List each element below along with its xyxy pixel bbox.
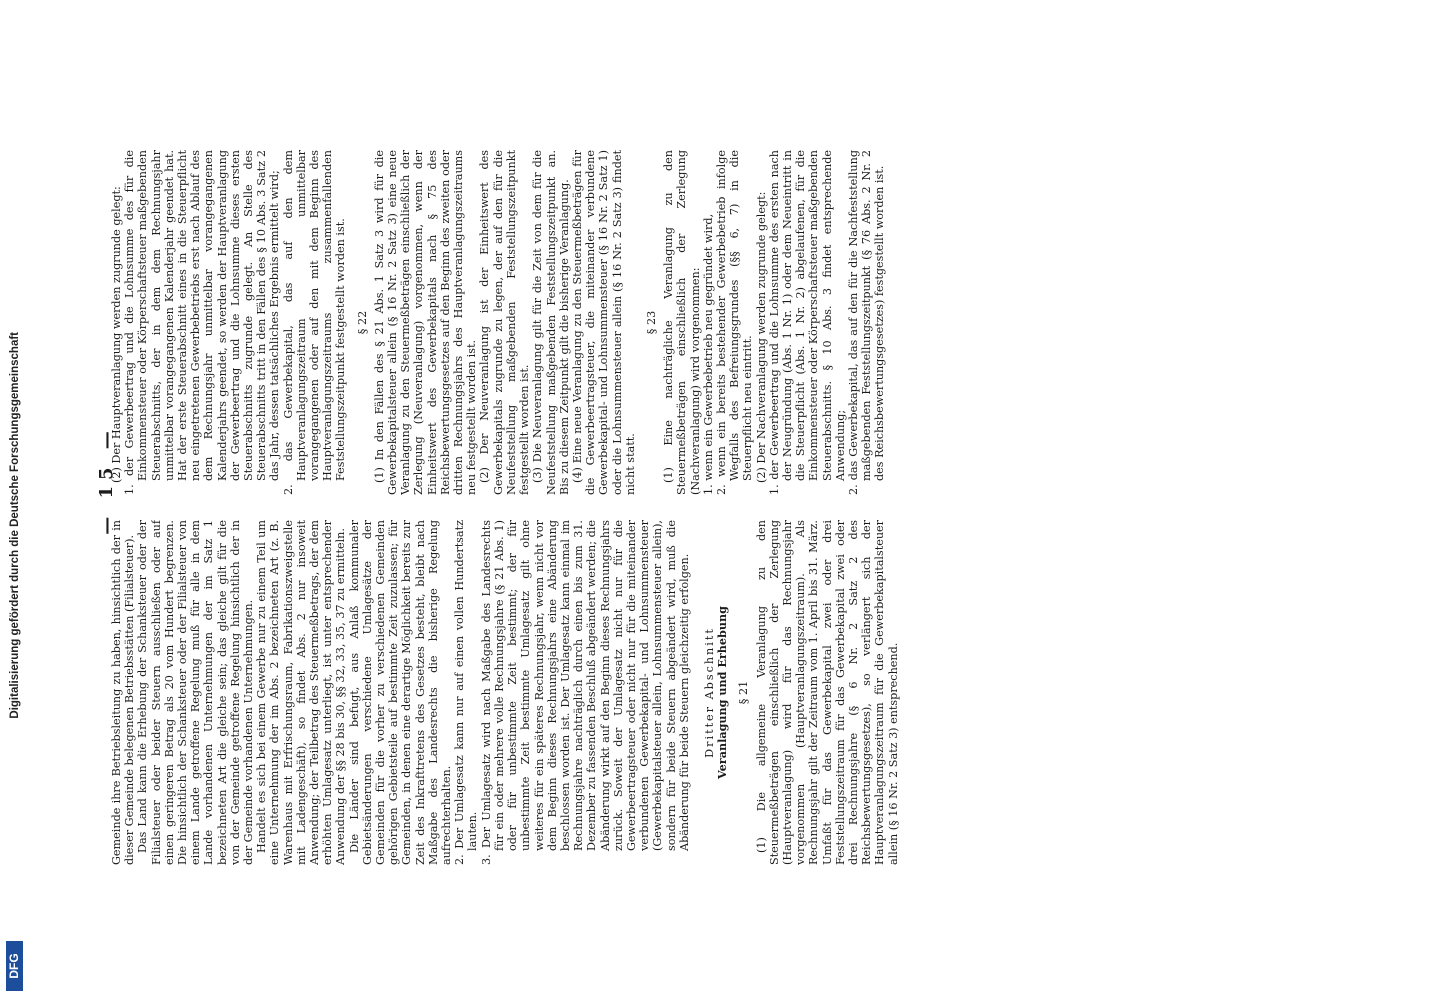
- list-item: 2. wenn ein bereits bestehender Gewerbebetrieb infolge Wegfalls des Befreiungsgrundes (§§ 6, 7) in die Steuerpflicht neu eintritt.: [714, 150, 755, 495]
- paragraph: (2) Der Neuveranlagung ist der Einheitswert des Gewerbekapitals zugrunde zu legen, der auf den für die Neufeststellung maßgebenden Feststellungszeitpunkt festgestellt worden ist.: [478, 150, 532, 495]
- list-item: 2. das Gewerbekapital, das auf den für die Nachfeststellung maßgebenden Feststellungszeitpunkt (§ 76 Abs. 2 Nr. 2 des Reichsbewertungsgesetzes) festgestellt worden ist.: [846, 150, 887, 495]
- division-title: Veranlagung und Erhebung: [715, 606, 730, 779]
- digitization-credit: Digitalisierung gefördert durch die Deutsche Forschungsgemeinschaft: [9, 332, 21, 719]
- list-item: 1. der Gewerbeertrag und die Lohnsumme des ersten nach der Neugründung (Abs. 1 Nr. 1) oder dem Neueintritt in die Steuerpflicht (Abs. 1 Nr. 2) abgelaufenen, für die Einkommensteuer oder Körperschaftsteuer maßgebenden Steuerabschnitts. § 10 Abs. 3 findet entsprechende Anwendung;: [767, 150, 847, 495]
- list-item: 1. wenn ein Gewerbebetrieb neu gegründet wird,: [701, 213, 715, 495]
- list-item: 2. das Gewerbekapital, das auf den dem Hauptveranlagungszeitraum unmittelbar vorangegangenen oder auf den mit dem Beginn des Hauptveranlagungszeitraums zusammenfallenden Feststellungszeitpunkt festgestellt worden ist.: [281, 150, 348, 495]
- division-heading: Dritter Abschnitt: [702, 627, 716, 758]
- digitization-sidebar: [0, 0, 30, 1000]
- left-column: [110, 520, 950, 865]
- paragraph: (1) Die allgemeine Veranlagung zu den Steuermeßbeträgen einschließlich der Zerlegung (Hauptveranlagung) wird für das Rechnungsjahr vorgenommen (Hauptveranlagungszeitraum). Als Rechnungsjahr gilt der Zeitraum vom 1. April bis 31. März. Umfaßt für das Gewerbekapital zwei oder drei Feststellungszeitraum für das Gewerbekapital zwei oder drei Rechnungsjahre (§ 6 Nr. 2 Satz 2 des Reichsbewertungsgesetzes), so verlängert sich der Hauptveranlagungszeitraum für die Gewerbekapitalsteuer allein (§ 16 Nr. 2 Satz 3) entsprechend.: [754, 520, 900, 865]
- page-number: — 15 —: [96, 425, 117, 535]
- right-column: [110, 150, 950, 495]
- paragraph: Das Land kann die Erhebung der Schanksteuer oder der Filialsteuer oder beider Steuern ausschließen oder auf einen geringeren Betrag als 20 vom Hundert begrenzen. Die hinsichtlich der Schanksteuer oder der Filialsteuer von einem Lande getroffene Regelung muß für alle in dem Lande vorhandenen Unternehmungen der im Satz 1 bezeichneten Art die gleiche sein; das gleiche gilt für die von der Gemeinde getroffene Regelung hinsichtlich der in der Gemeinde vorhandenen Unternehmungen.: [136, 520, 256, 865]
- list-item: 3. Der Umlagesatz wird nach Maßgabe des Landesrechts für ein oder mehrere volle Rechnungsjahre (§ 21 Abs. 1) oder für unbestimmte Zeit bestimmt; der für unbestimmte Zeit bestimmte Umlagesatz gilt ohne weiteres für ein späteres Rechnungsjahr, wenn nicht vor dem Beginn dieses Rechnungsjahrs eine Abänderung beschlossen worden ist. Der Umlagesatz kann einmal im Rechnungsjahre nachträglich durch einen bis zum 31. Dezember zu fassenden Beschluß abgeändert werden; die Abänderung wirkt auf den Beginn dieses Rechnungsjahrs zurück. Soweit der Umlagesatz nicht nur für die Gewerbeertragsteuer oder nicht nur für die miteinander verbundenen Gewerbekapital- und Lohnsummensteuer (Gewerbekapitalsteuer allein, Lohnsummensteuer allein), sondern für beide Steuern abgeändert wird, muß die Abänderung für beide Steuern gleichzeitig erfolgen.: [479, 520, 691, 865]
- paragraph: (4) Eine neue Veranlagung zu den Steuermeßbeträgen für die Gewerbeertragsteuer, die miteinander verbundene Gewerbekapital- und Lohnsummensteuer (§ 16 Nr. 2 Satz 1) oder die Lohnsummensteuer allein (§ 16 Nr. 2 Satz 3) findet nicht statt.: [570, 150, 637, 495]
- paragraph: (1) Eine nachträgliche Veranlagung zu den Steuermeßbeträgen einschließlich der Zerlegung (Nachveranlagung) wird vorgenommen:: [662, 150, 702, 495]
- section-heading: § 22: [355, 310, 369, 335]
- paragraph: (2) Der Hauptveranlagung werden zugrunde gelegt:: [110, 186, 123, 483]
- section-heading: § 21: [737, 680, 751, 705]
- paragraph: (1) In den Fällen des § 21 Abs. 1 Satz 3 wird für die Gewerbekapitalsteuer allein (§ 16 Nr. 2 Satz 3) eine neue Veranlagung zu den Steuermeßbeträgen einschließlich der Zerlegung (Neuveranlagung) vorgenommen, wenn der Einheitswert des Gewerbekapitals nach § 75 des Reichsbewertungsgesetzes auf den Beginn des zweiten oder dritten Rechnungsjahrs des Hauptveranlagungszeitraums neu festgestellt worden ist.: [372, 150, 479, 495]
- dfg-logo: DFG: [6, 941, 23, 991]
- paragraph: Gemeinde ihre Betriebsleitung zu haben, hinsichtlich der in dieser Gemeinde belegenen Betriebsstätten (Filialsteuer).: [110, 520, 137, 865]
- paragraph: (2) Der Nachveranlagung werden zugrunde gelegt:: [754, 191, 768, 483]
- list-item: 2. Der Umlagesatz kann nur auf einen vollen Hundertsatz lauten.: [453, 520, 480, 865]
- paragraph: Handelt es sich bei einem Gewerbe nur zu einem Teil um eine Unternehmung der im Abs. 2 bezeichneten Art (z. B. Warenhaus mit Erfrischungsraum, Fabrikationszweigstelle mit Ladengeschäft), so findet Abs. 2 nur insoweit Anwendung; der Teilbetrag des Steuermeßbetrags, der dem erhöhten Umlagesatz unterliegt, ist unter entsprechender Anwendung der §§ 28 bis 30, §§ 32, 33, 35, 37 zu ermitteln.: [255, 520, 348, 865]
- section-heading: § 23: [644, 310, 658, 335]
- paragraph: (3) Die Neuveranlagung gilt für die Zeit von dem für die Neufeststellung maßgebenden Feststellungszeitpunkt an. Bis zu diesem Zeitpunkt gilt die bisherige Veranlagung.: [531, 150, 571, 495]
- list-item: 1. der Gewerbeertrag und die Lohnsumme des für die Einkommensteuer oder Körperschaftsteuer maßgebenden Steuerabschnitts, der in dem dem Rechnungsjahr unmittelbar vorangegangenen Kalenderjahr geendet hat. Hat der erste Steuerabschnitt eines in die Steuerpflicht neu eingetretenen Gewerbebetriebs erst nach Ablauf des dem Rechnungsjahr unmittelbar vorangegangenen Kalenderjahrs geendet, so werden der Hauptveranlagung der Gewerbeertrag und die Lohnsumme dieses ersten Steuerabschnitts zugrunde gelegt. An Stelle des Steuerabschnitts tritt in den Fällen des § 10 Abs. 3 Satz 2 das Jahr, dessen tatsächliches Ergebnis ermittelt wird;: [123, 150, 282, 495]
- paragraph: Die Länder sind befugt, aus Anlaß kommunaler Gebietsänderungen verschiedene Umlagesätze der Gemeinden für die vorher zu verschiedenen Gemeinden gehörigen Gebietsteile auf bestimmte Zeit zuzulassen; für Gemeinden, in denen eine derartige Möglichkeit bereits zur Zeit des Inkrafttretens des Gesetzes besteht, bleibt nach Maßgabe des Landesrechts die bisherige Regelung aufrechterhalten.: [347, 520, 454, 865]
